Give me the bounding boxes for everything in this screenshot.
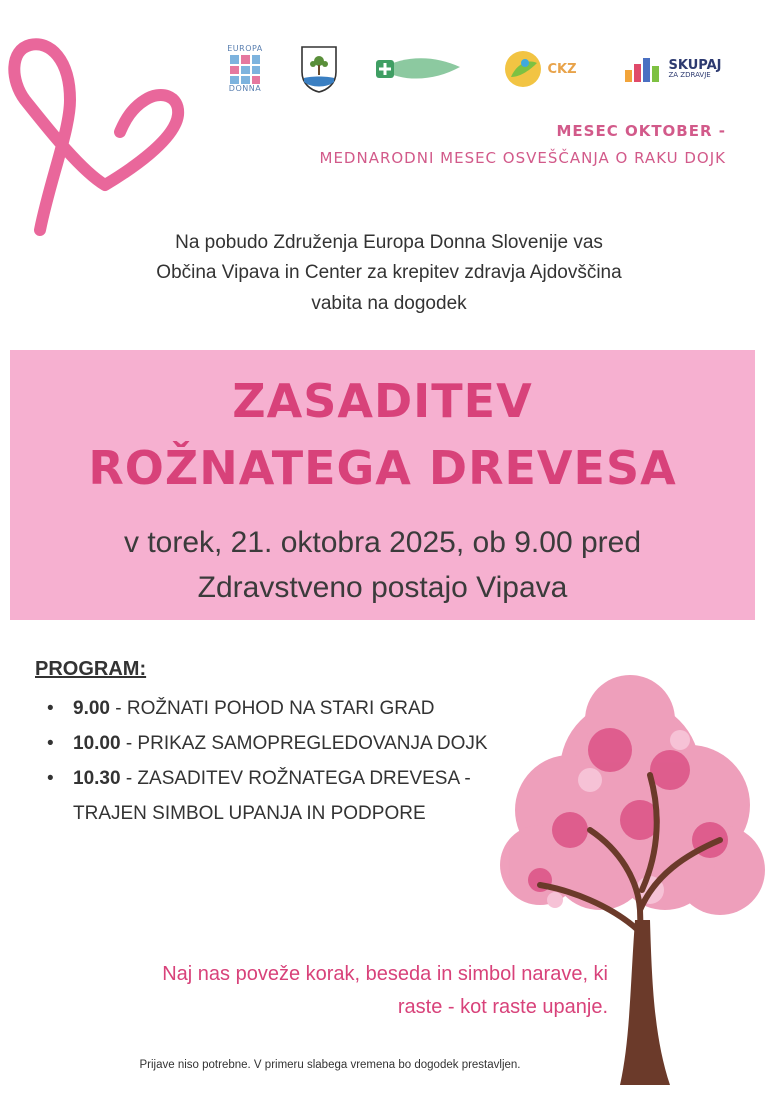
invitation-line-1: Na pobudo Združenja Europa Donna Slovenije vas: [175, 232, 603, 253]
skupaj-logo-text: SKUPAJ: [668, 58, 722, 73]
bullet-icon: •: [47, 768, 54, 790]
europa-donna-logo-text-top: EUROPA: [227, 44, 263, 53]
bullet-icon: •: [47, 733, 54, 755]
footer-note: Prijave niso potrebne. V primeru slabega vremena bo dogodek prestavljen.: [139, 1059, 521, 1071]
program-item-text: - ZASADITEV ROŽNATEGA DREVESA - TRAJEN SIMBOL UPANJA IN PODPORE: [73, 768, 471, 825]
program-item-time: 9.00: [73, 698, 110, 719]
event-title-line-1: ZASADITEV: [232, 374, 533, 428]
logo-row: [215, 42, 735, 102]
program-item-time: 10.00: [73, 733, 121, 755]
invitation-line-2: Občina Vipava in Center za krepitev zdravja Ajdovščina: [156, 262, 622, 284]
skupaj-logo-subtext: ZA ZDRAVJE: [668, 71, 711, 79]
quote-line-2: raste - kot raste upanje.: [397, 996, 608, 1018]
event-date-location: [10, 520, 755, 610]
quote-line-1: Naj nas poveže korak, beseda in simbol narave, ki: [162, 963, 608, 985]
europa-donna-mark: [228, 53, 262, 85]
closing-quote: [0, 958, 608, 1024]
vipava-coat-of-arms-logo: [297, 42, 341, 96]
invitation-text: [0, 228, 778, 319]
pink-tree-illustration: [480, 660, 770, 1090]
program-item: [35, 691, 495, 726]
awareness-month-heading: [320, 118, 727, 172]
event-banner: [10, 350, 755, 620]
program-title: PROGRAM:: [35, 658, 147, 680]
program-item: [35, 761, 495, 831]
awareness-line-2: MEDNARODNI MESEC OSVEŠČANJA O RAKU DOJK: [319, 149, 726, 167]
event-location-line: Zdravstveno postajo Vipava: [197, 571, 568, 604]
event-date-line: v torek, 21. oktobra 2025, ob 9.00 pred: [123, 526, 642, 559]
skupaj-za-zdravje-logo: [617, 42, 727, 96]
pink-ribbon-heart-icon: [0, 20, 200, 250]
program-item: [35, 726, 495, 761]
europa-donna-logo: [223, 42, 267, 96]
europa-donna-logo-text-bottom: DONNA: [228, 84, 262, 93]
awareness-line-1: MESEC OKTOBER -: [556, 122, 726, 140]
ckz-logo: [500, 42, 580, 96]
bullet-icon: •: [47, 698, 54, 719]
program-section: [35, 658, 495, 832]
health-center-logo: [373, 42, 463, 96]
program-item-time: 10.30: [73, 768, 121, 790]
event-title: [10, 368, 755, 501]
invitation-line-3: vabita na dogodek: [311, 292, 467, 314]
program-item-text: - ROŽNATI POHOD NA STARI GRAD: [109, 698, 435, 719]
event-title-line-2: ROŽNATEGA DREVESA: [88, 440, 677, 495]
program-item-text: - PRIKAZ SAMOPREGLEDOVANJA DOJK: [120, 733, 488, 755]
ckz-logo-text: CKZ: [547, 61, 577, 77]
